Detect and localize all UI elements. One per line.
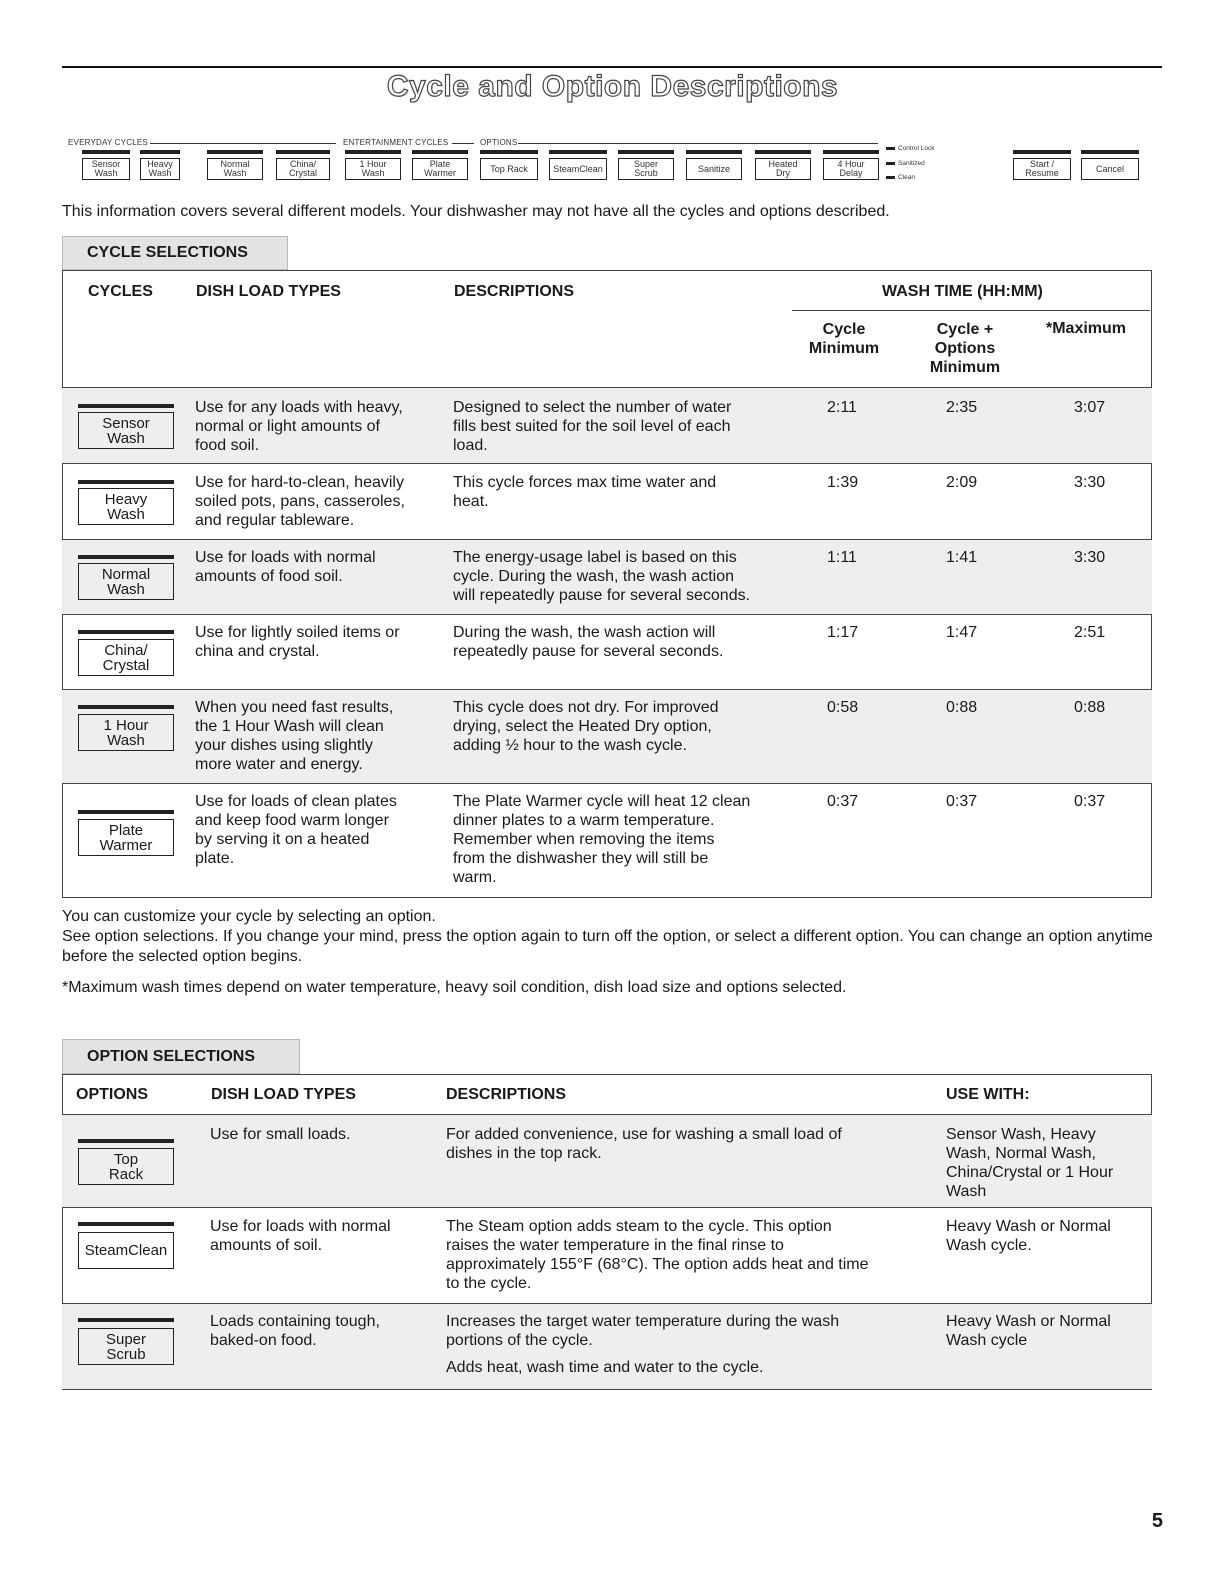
cycle-maximum: 3:30 bbox=[1074, 549, 1106, 566]
header-wash-time: WASH TIME (HH:MM) bbox=[882, 283, 1043, 300]
indicator-bar bbox=[78, 1318, 174, 1322]
indicator-bar bbox=[78, 705, 174, 709]
indicator-bar bbox=[78, 1139, 174, 1143]
divider bbox=[150, 143, 336, 144]
page-number: 5 bbox=[1151, 1510, 1163, 1532]
description-text: This cycle forces max time water and heat. bbox=[453, 474, 717, 510]
header-cycles: CYCLES bbox=[88, 283, 153, 300]
indicator-bar bbox=[686, 150, 742, 154]
cycle-row-plate-warmer bbox=[62, 783, 1152, 897]
cycle-maximum: 0:88 bbox=[1074, 699, 1106, 716]
header-dish-load: DISH LOAD TYPES bbox=[211, 1086, 356, 1103]
cycle-minimum: 0:37 bbox=[827, 793, 859, 810]
cycle-minimum: 1:17 bbox=[827, 624, 859, 641]
option-selections-heading: OPTION SELECTIONS bbox=[62, 1039, 300, 1074]
description-text: Increases the target water temperature during the wash portions of the cycle. bbox=[446, 1313, 840, 1349]
header-cycle-options-minimum: Cycle + Options Minimum bbox=[929, 321, 1001, 376]
sensor-wash-button-icon: Sensor Wash bbox=[78, 412, 174, 449]
panel-button-plate-warmer: Plate Warmer bbox=[412, 158, 468, 180]
sanitized-label: Sanitized bbox=[886, 160, 925, 167]
description-text: The Steam option adds steam to the cycle. This option raises the water temperature in the final rinse to approximately 155°F (68°C). The option adds heat and time to the cycle. bbox=[446, 1218, 869, 1292]
indicator-bar bbox=[207, 150, 263, 154]
dish-load-text: Use for hard-to-clean, heavily soiled pots, pans, casseroles, and regular tableware. bbox=[195, 474, 405, 529]
indicator-bar bbox=[755, 150, 811, 154]
dish-load-text: Use for loads with normal amounts of food soil. bbox=[195, 549, 376, 585]
header-cycle-minimum: Cycle Minimum bbox=[808, 321, 880, 357]
indicator-bar bbox=[78, 630, 174, 634]
cycle-options-minimum: 1:47 bbox=[946, 624, 978, 641]
cycle-minimum: 2:11 bbox=[827, 399, 857, 416]
cycle-options-minimum: 0:37 bbox=[946, 793, 978, 810]
cycle-options-minimum: 1:41 bbox=[946, 549, 978, 566]
panel-button-top-rack: Top Rack bbox=[480, 158, 538, 180]
dish-load-text: Use for loads of clean plates and keep food warm longer by serving it on a heated plate. bbox=[195, 793, 397, 867]
indicator-bar bbox=[78, 810, 174, 814]
dish-load-text: Use for lightly soiled items or china and crystal. bbox=[195, 624, 400, 660]
top-rule bbox=[62, 66, 1162, 68]
description-text: During the wash, the wash action will repeatedly pause for several seconds. bbox=[453, 624, 724, 660]
control-lock-label: Control Lock bbox=[886, 145, 935, 152]
indicator-bar bbox=[82, 150, 130, 154]
panel-button-4-hour-delay: 4 Hour Delay bbox=[823, 158, 879, 180]
panel-button-cancel: Cancel bbox=[1081, 158, 1139, 180]
header-dish-load: DISH LOAD TYPES bbox=[196, 283, 341, 300]
indicator-bar bbox=[823, 150, 879, 154]
dish-load-text: Use for small loads. bbox=[210, 1126, 351, 1143]
steamclean-button-icon: SteamClean bbox=[78, 1232, 174, 1269]
panel-button-heavy-wash: Heavy Wash bbox=[140, 158, 180, 180]
customize-note: You can customize your cycle by selecting an option. bbox=[62, 908, 436, 925]
heavy-wash-button-icon: Heavy Wash bbox=[78, 488, 174, 525]
dish-load-text: Loads containing tough, baked-on food. bbox=[210, 1313, 380, 1349]
panel-button-normal-wash: Normal Wash bbox=[207, 158, 263, 180]
cycle-options-minimum: 0:88 bbox=[946, 699, 978, 716]
panel-button-steamclean: SteamClean bbox=[549, 158, 607, 180]
indicator-bar bbox=[618, 150, 674, 154]
option-row-super-scrub bbox=[62, 1303, 1152, 1389]
panel-button-1-hour-wash: 1 Hour Wash bbox=[345, 158, 401, 180]
panel-button-china-crystal: China/ Crystal bbox=[276, 158, 330, 180]
1-hour-wash-button-icon: 1 Hour Wash bbox=[78, 714, 174, 751]
use-with-text: Sensor Wash, Heavy Wash, Normal Wash, China/Crystal or 1 Hour Wash bbox=[946, 1126, 1114, 1200]
option-row-steamclean bbox=[62, 1207, 1152, 1303]
use-with-text: Heavy Wash or Normal Wash cycle. bbox=[946, 1218, 1111, 1254]
header-use-with: USE WITH: bbox=[946, 1086, 1030, 1103]
china-crystal-button-icon: China/ Crystal bbox=[78, 639, 174, 676]
cycle-row-heavy-wash bbox=[62, 463, 1152, 539]
dish-load-text: When you need fast results, the 1 Hour Wash will clean your dishes using slightly more water and energy. bbox=[195, 699, 394, 773]
normal-wash-button-icon: Normal Wash bbox=[78, 563, 174, 600]
indicator-bar bbox=[276, 150, 330, 154]
panel-button-sensor-wash: Sensor Wash bbox=[82, 158, 130, 180]
panel-button-start-resume: Start / Resume bbox=[1013, 158, 1071, 180]
cycle-row-1-hour-wash bbox=[62, 689, 1152, 783]
panel-button-heated-dry: Heated Dry bbox=[755, 158, 811, 180]
indicator-bar bbox=[78, 480, 174, 484]
dish-load-text: Use for any loads with heavy, normal or light amounts of food soil. bbox=[195, 399, 403, 454]
cycle-row-china-crystal bbox=[62, 614, 1152, 689]
panel-button-sanitize: Sanitize bbox=[686, 158, 742, 180]
cycle-maximum: 2:51 bbox=[1074, 624, 1106, 641]
cycle-maximum: 3:07 bbox=[1074, 399, 1106, 416]
description-text: The energy-usage label is based on this cycle. During the wash, the wash action will repeatedly pause for several seconds. bbox=[453, 549, 751, 604]
indicator-bar bbox=[78, 1222, 174, 1226]
cycle-selections-heading: CYCLE SELECTIONS bbox=[62, 236, 288, 270]
indicator-bar bbox=[412, 150, 468, 154]
header-options: OPTIONS bbox=[76, 1086, 149, 1103]
indicator-bar bbox=[549, 150, 607, 154]
plate-warmer-button-icon: Plate Warmer bbox=[78, 819, 174, 856]
divider bbox=[452, 143, 474, 144]
super-scrub-button-icon: Super Scrub bbox=[78, 1328, 174, 1365]
description-text: This cycle does not dry. For improved drying, select the Heated Dry option, adding ½ hour to the wash cycle. bbox=[453, 699, 719, 754]
cycle-maximum: 0:37 bbox=[1074, 793, 1106, 810]
description-text-extra: Adds heat, wash time and water to the cycle. bbox=[446, 1359, 764, 1376]
indicator-bar bbox=[78, 555, 174, 559]
top-rack-button-icon: Top Rack bbox=[78, 1148, 174, 1185]
option-row-top-rack bbox=[62, 1114, 1152, 1207]
wash-time-rule bbox=[792, 310, 1150, 311]
cycle-options-minimum: 2:35 bbox=[946, 399, 978, 416]
cycle-row-normal-wash bbox=[62, 539, 1152, 614]
indicator-bar bbox=[78, 404, 174, 408]
cycle-maximum: 3:30 bbox=[1074, 474, 1106, 491]
indicator-bar bbox=[1013, 150, 1071, 154]
description-text: For added convenience, use for washing a small load of dishes in the top rack. bbox=[446, 1126, 842, 1162]
cycle-options-minimum: 2:09 bbox=[946, 474, 978, 491]
cycle-minimum: 1:39 bbox=[827, 474, 859, 491]
panel-button-super-scrub: Super Scrub bbox=[618, 158, 674, 180]
use-with-text: Heavy Wash or Normal Wash cycle bbox=[946, 1313, 1111, 1349]
cycle-minimum: 1:11 bbox=[827, 549, 857, 566]
header-descriptions: DESCRIPTIONS bbox=[446, 1086, 567, 1103]
option-change-note: See option selections. If you change your mind, press the option again to turn off the option, or select a different option. You can change an option anytime before the selected option begins. bbox=[62, 928, 1153, 965]
intro-text: This information covers several different models. Your dishwasher may not have all the cycles and options described. bbox=[62, 203, 890, 220]
maximum-note: *Maximum wash times depend on water temperature, heavy soil condition, dish load size and options selected. bbox=[62, 979, 847, 996]
options-label: OPTIONS bbox=[480, 138, 518, 147]
indicator-bar bbox=[345, 150, 401, 154]
indicator-bar bbox=[480, 150, 538, 154]
divider bbox=[518, 143, 878, 144]
clean-label: Clean bbox=[886, 174, 915, 181]
cycle-row-sensor-wash bbox=[62, 387, 1152, 463]
dish-load-text: Use for loads with normal amounts of soil. bbox=[210, 1218, 391, 1254]
cycle-minimum: 0:58 bbox=[827, 699, 859, 716]
everyday-cycles-label: EVERYDAY CYCLES bbox=[68, 138, 148, 147]
page-title: Cycle and Option Descriptions bbox=[386, 70, 839, 103]
entertainment-cycles-label: ENTERTAINMENT CYCLES bbox=[343, 138, 449, 147]
description-text: Designed to select the number of water fills best suited for the soil level of each load. bbox=[453, 399, 732, 454]
indicator-bar bbox=[140, 150, 180, 154]
header-maximum: *Maximum bbox=[1046, 320, 1127, 337]
indicator-bar bbox=[1081, 150, 1139, 154]
description-text: The Plate Warmer cycle will heat 12 clean dinner plates to a warm temperature. Remember when removing the items from the dishwasher they will still be warm. bbox=[453, 793, 751, 886]
header-descriptions: DESCRIPTIONS bbox=[454, 283, 575, 300]
